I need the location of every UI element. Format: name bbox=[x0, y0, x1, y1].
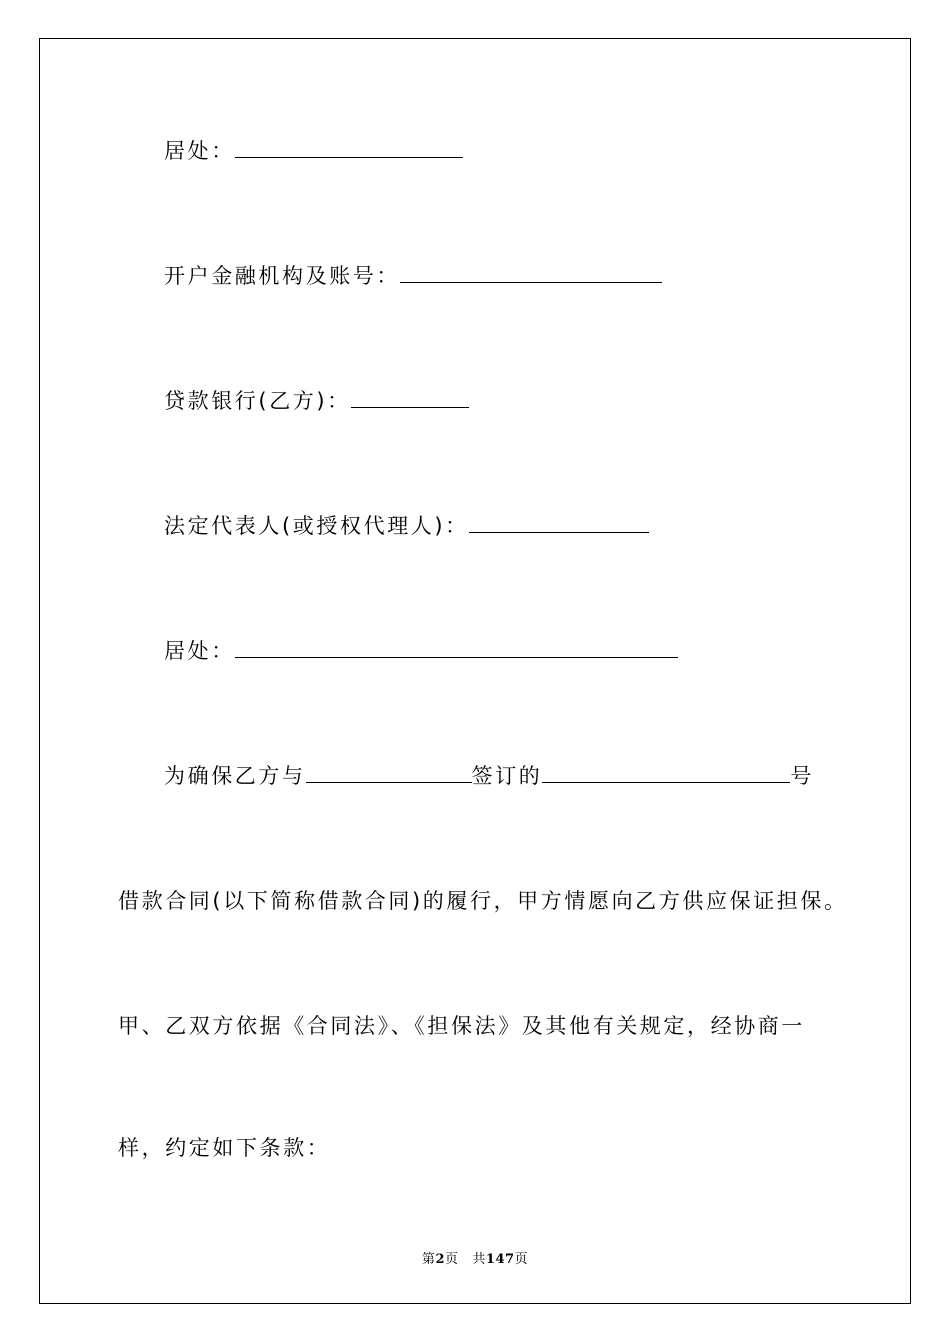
footer-total-suffix: 页 bbox=[514, 1252, 529, 1267]
guarantee-paragraph-line-1 bbox=[164, 762, 814, 790]
bank-account-blank[interactable] bbox=[400, 266, 662, 283]
address-blank-2[interactable] bbox=[235, 641, 678, 658]
agreement-text-1: 甲、乙双方依据《合同法》、《担保法》及其他有关规定，经协商一 bbox=[118, 1014, 805, 1038]
bank-account-line bbox=[164, 262, 662, 290]
page-footer bbox=[0, 1248, 950, 1267]
address-line-2 bbox=[164, 637, 678, 665]
footer-page-number: 2 bbox=[435, 1252, 445, 1267]
party-blank[interactable] bbox=[306, 766, 472, 783]
representative-label: 法定代表人(或授权代理人)： bbox=[164, 514, 469, 538]
guarantee-text-4: 借款合同(以下简称借款合同)的履行，甲方情愿向乙方供应保证担保。 bbox=[118, 889, 848, 913]
guarantee-text-1: 为确保乙方与 bbox=[164, 764, 306, 788]
contract-number-blank[interactable] bbox=[542, 766, 790, 783]
address-label-2: 居处： bbox=[164, 639, 235, 663]
guarantee-paragraph-line-2 bbox=[118, 887, 848, 915]
agreement-paragraph-line-2 bbox=[118, 1134, 330, 1162]
lender-label: 贷款银行(乙方)： bbox=[164, 389, 351, 413]
address-label-1: 居处： bbox=[164, 139, 235, 163]
address-blank-1[interactable] bbox=[235, 141, 463, 158]
footer-page-suffix: 页 bbox=[444, 1252, 459, 1267]
agreement-text-2: 样，约定如下条款： bbox=[118, 1136, 331, 1160]
representative-line bbox=[164, 512, 649, 540]
lender-line bbox=[164, 387, 469, 415]
lender-blank[interactable] bbox=[351, 391, 469, 408]
footer-total-prefix: 共 bbox=[472, 1252, 486, 1267]
representative-blank[interactable] bbox=[469, 516, 649, 533]
footer-prefix: 第 bbox=[421, 1252, 436, 1267]
address-line-1 bbox=[164, 137, 463, 165]
bank-account-label: 开户金融机构及账号： bbox=[164, 264, 400, 288]
guarantee-text-3: 号 bbox=[790, 764, 815, 788]
agreement-paragraph-line-1 bbox=[118, 1012, 805, 1040]
footer-total-pages: 147 bbox=[485, 1252, 515, 1267]
guarantee-text-2: 签订的 bbox=[471, 764, 543, 788]
page-border bbox=[39, 38, 911, 1304]
